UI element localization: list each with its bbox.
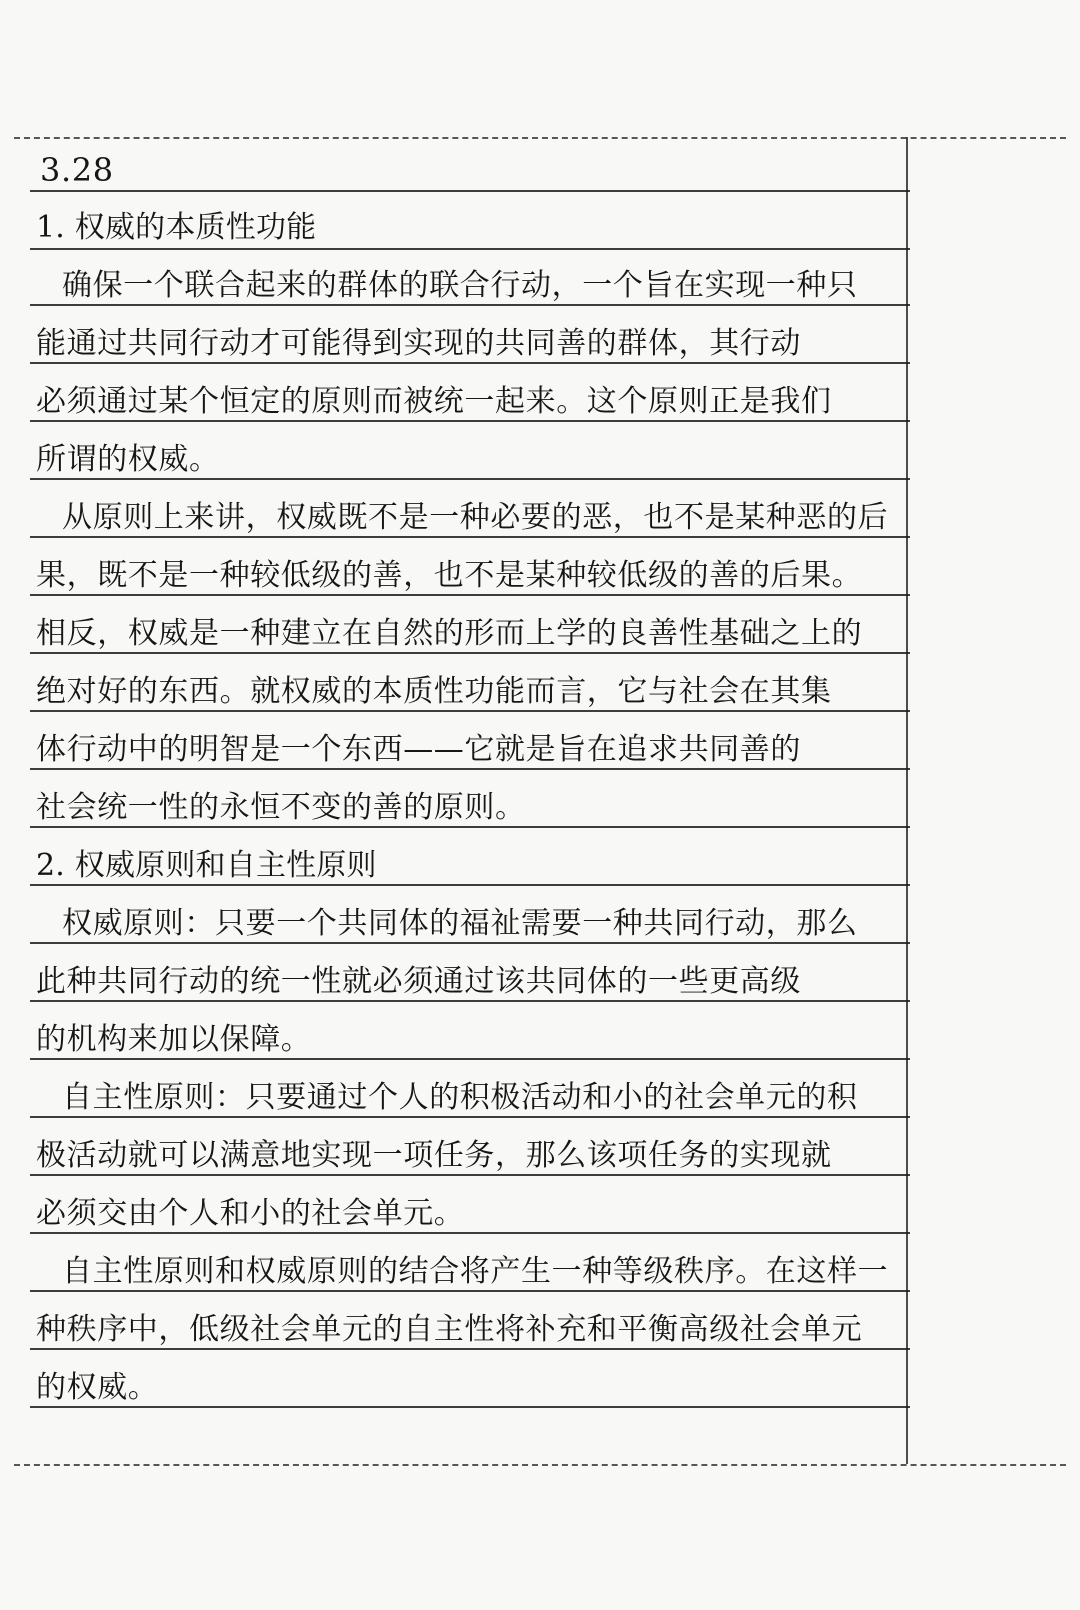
paragraph-line: 确保一个联合起来的群体的联合行动，一个旨在实现一种只	[62, 268, 858, 303]
bottom-dashed-rule	[14, 1464, 1066, 1466]
paragraph-line: 相反，权威是一种建立在自然的形而上学的良善性基础之上的	[36, 616, 863, 651]
section-2-heading: 2. 权威原则和自主性原则	[36, 848, 377, 883]
paragraph-line: 绝对好的东西。就权威的本质性功能而言，它与社会在其集	[36, 674, 832, 709]
paragraph-line: 的机构来加以保障。	[36, 1022, 312, 1057]
paragraph-line: 此种共同行动的统一性就必须通过该共同体的一些更高级	[36, 964, 801, 999]
paragraph-line: 果，既不是一种较低级的善，也不是某种较低级的善的后果。	[36, 558, 863, 593]
paragraph-line: 必须通过某个恒定的原则而被统一起来。这个原则正是我们	[36, 384, 832, 419]
paragraph-line: 必须交由个人和小的社会单元。	[36, 1196, 465, 1231]
paragraph-line: 权威原则：只要一个共同体的福祉需要一种共同行动，那么	[62, 906, 858, 941]
paragraph-line: 社会统一性的永恒不变的善的原则。	[36, 790, 526, 825]
paragraph-line: 自主性原则：只要通过个人的积极活动和小的社会单元的积	[62, 1080, 858, 1115]
paragraph-line: 的权威。	[36, 1370, 159, 1405]
top-dashed-rule	[14, 137, 1066, 139]
paragraph-line: 极活动就可以满意地实现一项任务，那么该项任务的实现就	[36, 1138, 832, 1173]
paragraph-line: 种秩序中，低级社会单元的自主性将补充和平衡高级社会单元	[36, 1312, 863, 1347]
section-1-heading: 1. 权威的本质性功能	[36, 210, 317, 245]
date-label: 3.28	[40, 151, 114, 189]
paragraph-line: 从原则上来讲，权威既不是一种必要的恶，也不是某种恶的后	[62, 500, 889, 535]
paragraph-line: 能通过共同行动才可能得到实现的共同善的群体，其行动	[36, 326, 801, 361]
paragraph-line: 自主性原则和权威原则的结合将产生一种等级秩序。在这样一	[62, 1254, 889, 1289]
paragraph-line: 所谓的权威。	[36, 442, 220, 477]
paragraph-line: 体行动中的明智是一个东西——它就是旨在追求共同善的	[36, 732, 801, 767]
